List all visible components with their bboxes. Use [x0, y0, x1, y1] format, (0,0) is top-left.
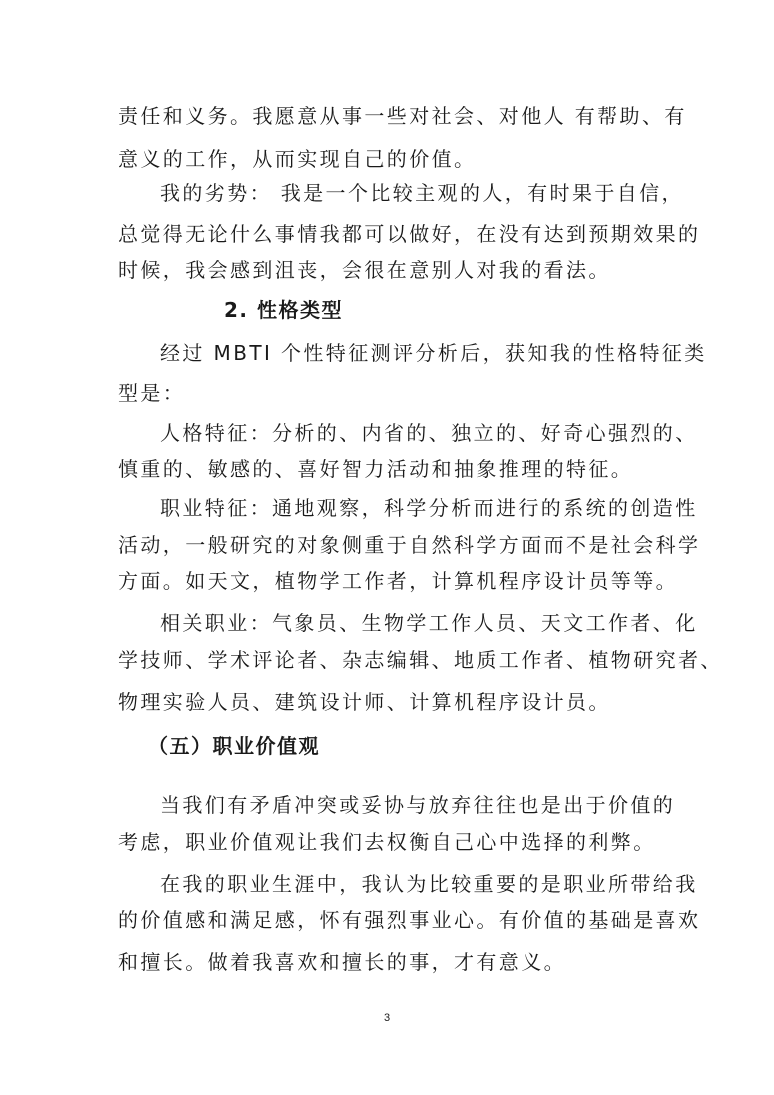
paragraph-line: 责任和义务。我愿意从事一些对社会、对他人 有帮助、有 [118, 104, 687, 128]
paragraph-line: 职业特征：通地观察，科学分析而进行的系统的创造性 [160, 496, 698, 520]
paragraph-line: 意义的工作，从而实现自己的价值。 [118, 147, 477, 171]
paragraph-line: 当我们有矛盾冲突或妥协与放弃往往也是出于价值的 [160, 793, 676, 817]
paragraph-line: 总觉得无论什么事情我都可以做好，在没有达到预期效果的 [118, 222, 701, 246]
paragraph-line: 在我的职业生涯中，我认为比较重要的是职业所带给我 [160, 872, 698, 896]
section-heading: （五）职业价值观 [148, 734, 320, 758]
paragraph-line: 我的劣势： 我是一个比较主观的人，有时果于自信， [160, 181, 684, 205]
paragraph-line: 的价值感和满足感，怀有强烈事业心。有价值的基础是喜欢 [118, 908, 701, 932]
paragraph-line: 物理实验人员、建筑设计师、计算机程序设计员。 [118, 690, 611, 714]
paragraph-line: 时候，我会感到沮丧，会很在意别人对我的看法。 [118, 258, 611, 282]
page-number: 3 [383, 1012, 391, 1024]
paragraph-line: 慎重的、敏感的、喜好智力活动和抽象推理的特征。 [118, 457, 634, 481]
paragraph-line: 相关职业：气象员、生物学工作人员、天文工作者、化 [160, 611, 698, 635]
paragraph-line: 方面。如天文，植物学工作者，计算机程序设计员等等。 [118, 569, 678, 593]
section-heading: 2. 性格类型 [224, 298, 343, 322]
paragraph-line: 经过 MBTI 个性特征测评分析后，获知我的性格特征类 [160, 341, 707, 365]
paragraph-line: 和擅长。做着我喜欢和擅长的事，才有意义。 [118, 950, 566, 974]
paragraph-line: 人格特征：分析的、内省的、独立的、好奇心强烈的、 [160, 421, 698, 445]
paragraph-line: 学技师、学术评论者、杂志编辑、地质工作者、植物研究者、 [118, 648, 723, 672]
paragraph-line: 型是： [118, 381, 186, 405]
paragraph-line: 活动，一般研究的对象侧重于自然科学方面而不是社会科学 [118, 533, 701, 557]
paragraph-line: 考虑，职业价值观让我们去权衡自己心中选择的利弊。 [118, 830, 656, 854]
